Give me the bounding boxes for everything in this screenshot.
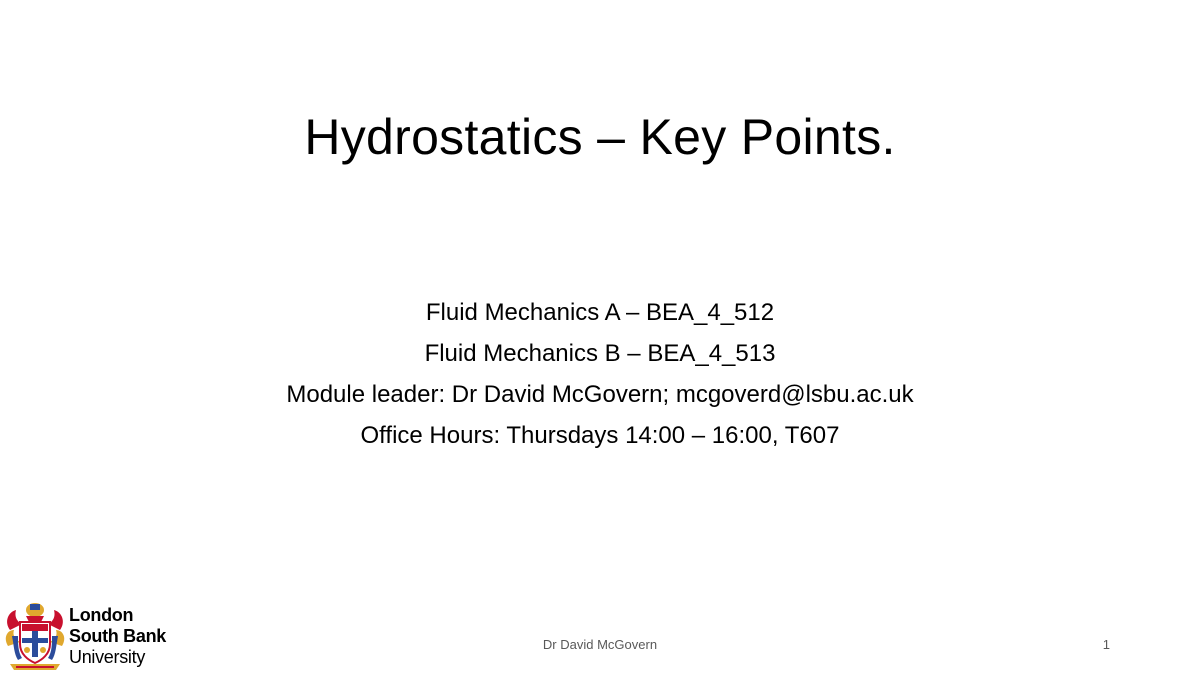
slide-footer: Dr David McGovern: [542, 637, 658, 652]
slide-number: 1: [1102, 637, 1110, 652]
slide-subtitle: [0, 292, 1200, 456]
logo-line-london: London: [69, 604, 134, 625]
logo-line-university: University: [69, 646, 146, 667]
university-logo: [4, 600, 166, 672]
university-crest-icon: [4, 600, 66, 672]
subtitle-line-module-a: Fluid Mechanics A – BEA_4_512: [425, 299, 775, 326]
subtitle-line-module-b: Fluid Mechanics B – BEA_4_513: [424, 340, 776, 367]
logo-wordmark: [69, 605, 166, 668]
subtitle-line-module-leader: Module leader: Dr David McGovern; mcgoverd@lsbu.ac.uk: [286, 381, 914, 408]
logo-line-south-bank: South Bank: [69, 625, 167, 646]
subtitle-line-office-hours: Office Hours: Thursdays 14:00 – 16:00, T607: [360, 422, 840, 449]
slide-title: Hydrostatics – Key Points.: [304, 109, 896, 165]
